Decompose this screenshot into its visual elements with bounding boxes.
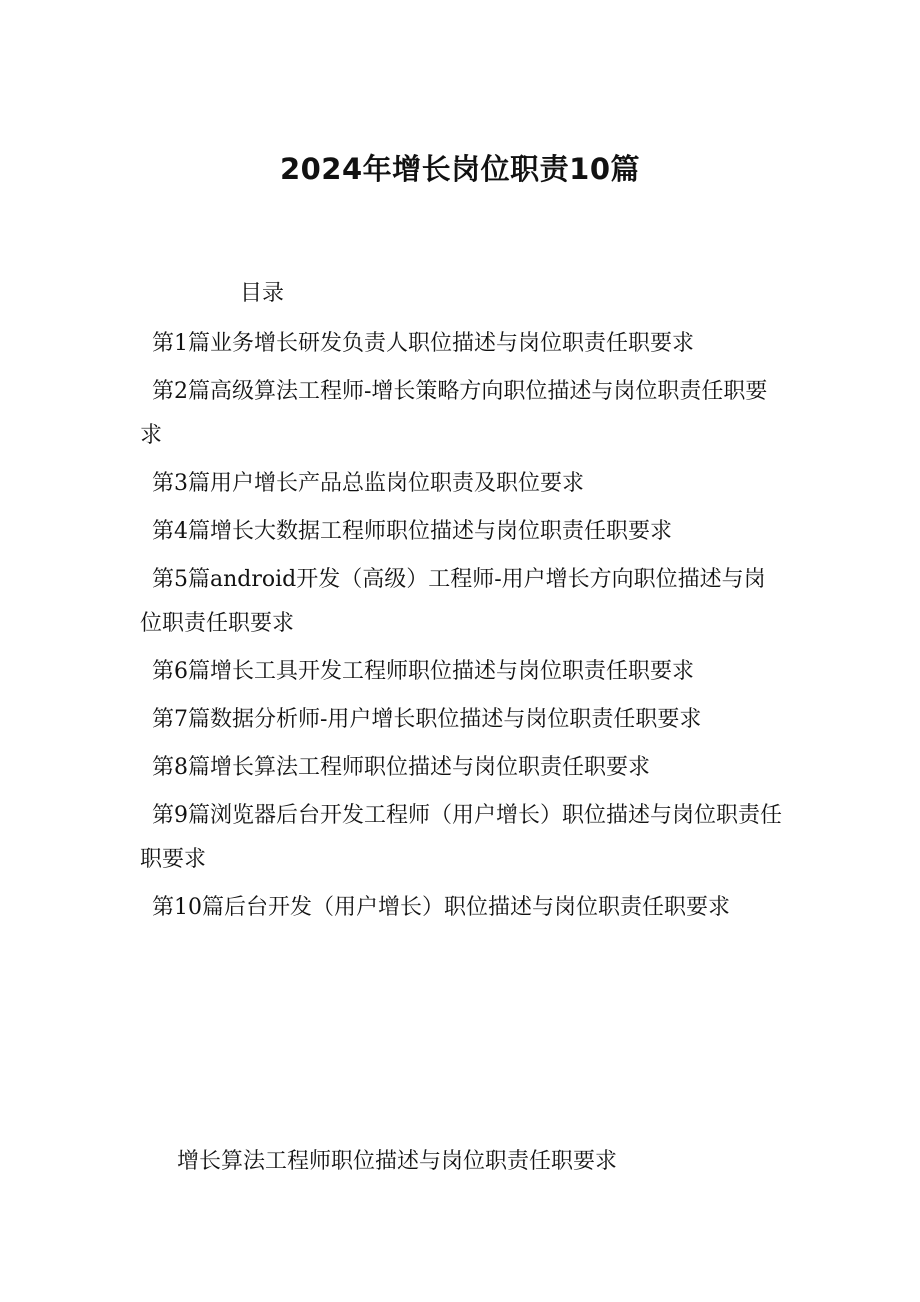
toc-item: 第7篇数据分析师-用户增长职位描述与岗位职责任职要求 bbox=[152, 707, 702, 732]
document-title: 2024年增长岗位职责10篇 bbox=[279, 152, 641, 186]
toc-item: 第1篇业务增长研发负责人职位描述与岗位职责任职要求 bbox=[152, 331, 694, 356]
toc-item: 第2篇高级算法工程师-增长策略方向职位描述与岗位职责任职要求 bbox=[140, 379, 768, 448]
section-heading: 增长算法工程师职位描述与岗位职责任职要求 bbox=[177, 1149, 618, 1174]
table-of-contents bbox=[140, 322, 785, 934]
toc-heading: 目录 bbox=[240, 281, 285, 306]
toc-item: 第9篇浏览器后台开发工程师（用户增长）职位描述与岗位职责任职要求 bbox=[140, 803, 782, 872]
toc-item: 第3篇用户增长产品总监岗位职责及职位要求 bbox=[152, 471, 584, 496]
toc-item: 第8篇增长算法工程师职位描述与岗位职责任职要求 bbox=[152, 755, 650, 780]
toc-item: 第4篇增长大数据工程师职位描述与岗位职责任职要求 bbox=[152, 519, 672, 544]
toc-item: 第10篇后台开发（用户增长）职位描述与岗位职责任职要求 bbox=[152, 895, 730, 920]
toc-item: 第5篇android开发（高级）工程师-用户增长方向职位描述与岗位职责任职要求 bbox=[140, 567, 766, 636]
toc-item: 第6篇增长工具开发工程师职位描述与岗位职责任职要求 bbox=[152, 659, 694, 684]
